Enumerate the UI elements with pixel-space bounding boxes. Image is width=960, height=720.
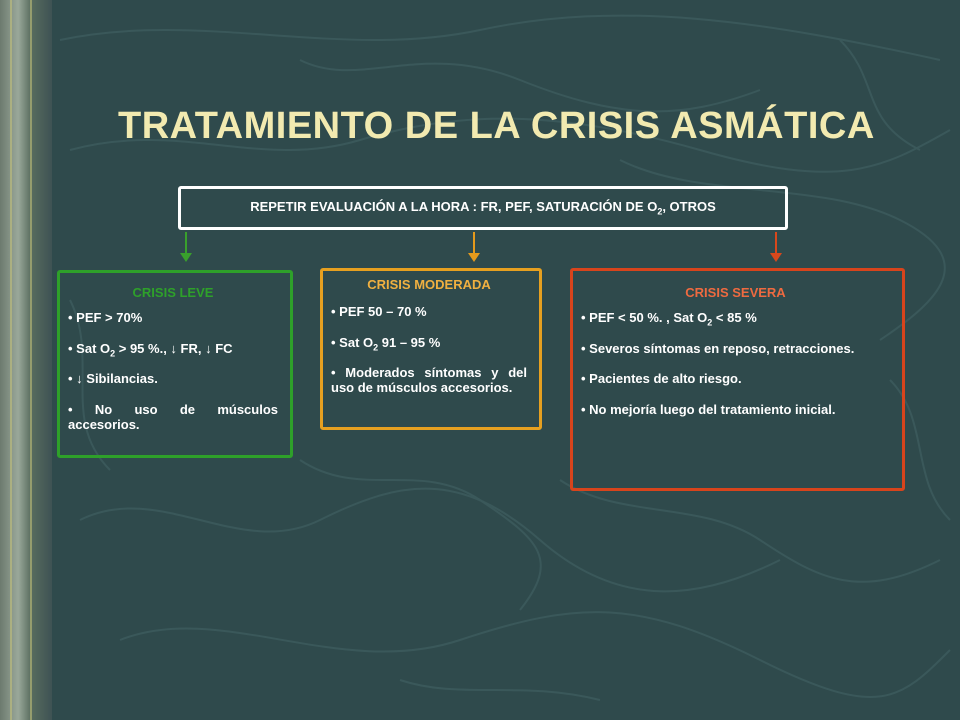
crisis-leve-list	[68, 310, 278, 437]
crisis-leve-title: CRISIS LEVE	[132, 285, 214, 300]
list-item: • PEF > 70%	[68, 310, 143, 325]
list-item: • Moderados síntomas y del uso de músculos accesorios.	[331, 365, 527, 396]
arrow-to-moderada	[473, 232, 475, 254]
list-item: • Sat $O_2 > 95$ %., ↓ FR, ↓ FC	[68, 340, 233, 359]
crisis-severa-title: CRISIS SEVERA	[685, 285, 786, 300]
list-item: • No mejoría luego del tratamiento inicial.	[581, 401, 836, 417]
arrow-to-severa	[775, 232, 777, 254]
list-item: • ↓ Sibilancias.	[68, 371, 158, 387]
crisis-severa-box	[570, 268, 905, 491]
crisis-moderada-title: CRISIS MODERADA	[367, 277, 491, 292]
list-item: • PEF 50 – 70 %	[331, 304, 427, 319]
left-decorative-strip	[0, 0, 52, 720]
evaluation-box	[178, 186, 788, 230]
list-item: • PEF < 50 %. , Sat $O_2 < 85$ %	[581, 310, 757, 328]
evaluation-text: REPETIR EVALUACIÓN A LA HORA : FR, PEF, SATURACIÓN DE $O_2$, OTROS	[250, 199, 716, 217]
crisis-leve-box	[57, 270, 293, 458]
crisis-moderada-box	[320, 268, 542, 430]
list-item: • Severos síntomas en reposo, retracciones.	[581, 340, 855, 356]
arrow-to-leve	[185, 232, 187, 254]
crisis-moderada-list	[331, 304, 527, 401]
slide-title: TRATAMIENTO DE LA CRISIS ASMÁTICA	[118, 105, 875, 147]
list-item: • No uso de músculos accesorios.	[68, 401, 278, 432]
list-item: • Sat $O_2$ 91 – 95 %	[331, 334, 441, 353]
list-item: • Pacientes de alto riesgo.	[581, 371, 742, 387]
crisis-severa-list	[581, 310, 890, 422]
